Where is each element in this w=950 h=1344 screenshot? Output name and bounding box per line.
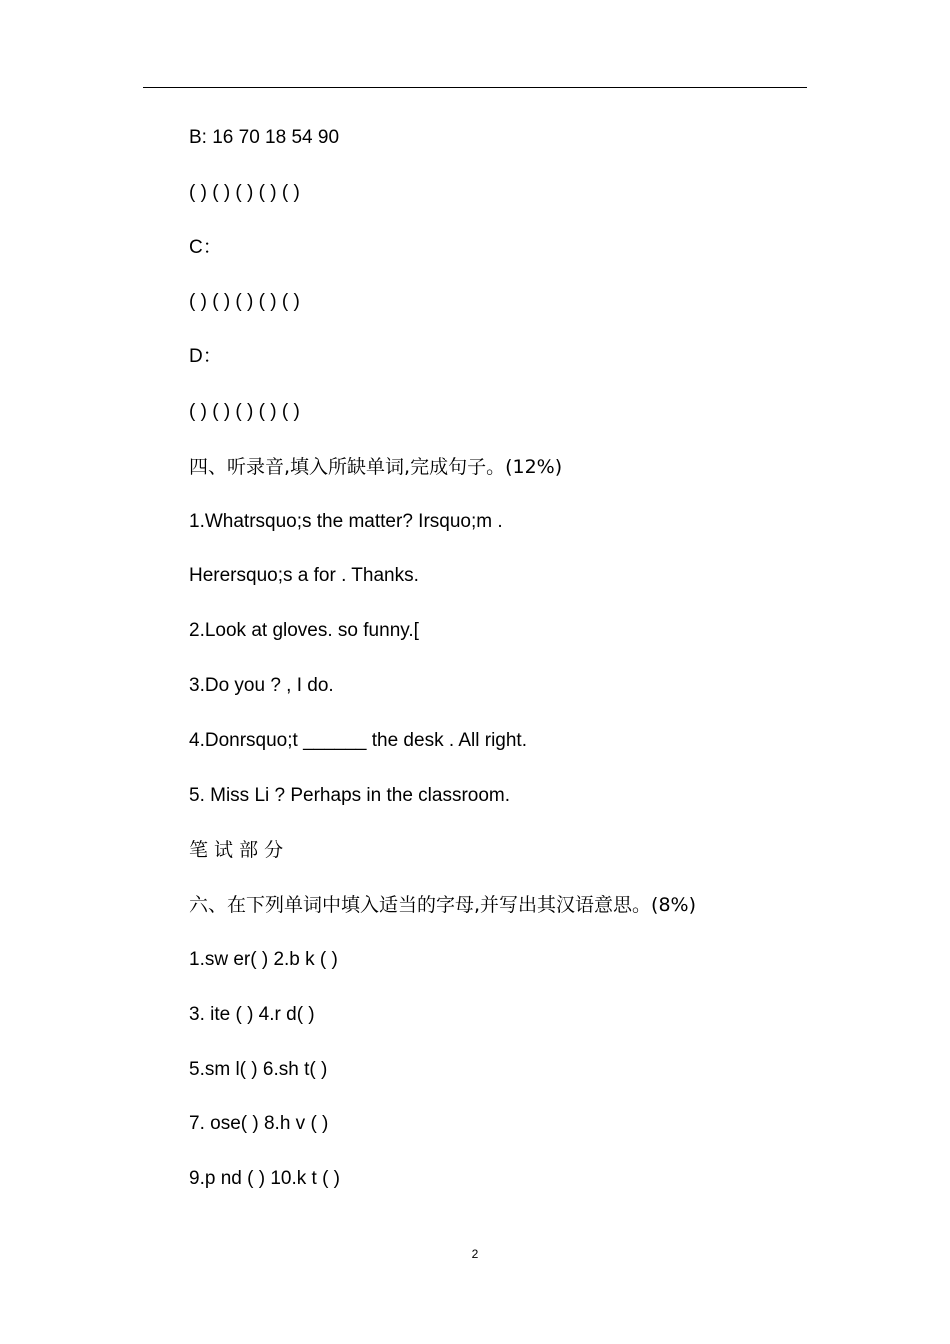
word-blank-row-4: 7. ose( ) 8.h v ( ) (189, 1113, 329, 1135)
word-blank-row-2: 3. ite ( ) 4.r d( ) (189, 1003, 315, 1025)
text-line-c-label: C： (189, 236, 222, 258)
answer-brackets-d: ( ) ( ) ( ) ( ) ( ) (189, 400, 300, 422)
page-number: 2 (471, 1247, 479, 1261)
written-part-heading: 笔 试 部 分 (189, 839, 284, 862)
document-body (189, 124, 809, 1220)
text-line-b-numbers: B: 16 70 18 54 90 (189, 127, 340, 148)
question-1-line-1: 1.Whatrsquo;s the matter? Irsquo;m . (189, 510, 503, 532)
answer-brackets-c: ( ) ( ) ( ) ( ) ( ) (189, 291, 300, 313)
question-5: 5. Miss Li ? Perhaps in the classroom. (189, 784, 511, 806)
header-rule (143, 87, 807, 88)
text-line-d-label: D： (189, 346, 222, 368)
word-blank-row-3: 5.sm l( ) 6.sh t( ) (189, 1058, 328, 1080)
question-2: 2.Look at gloves. so funny.[ (189, 620, 419, 642)
word-blank-row-5: 9.p nd ( ) 10.k t ( ) (189, 1168, 340, 1190)
answer-brackets-b: ( ) ( ) ( ) ( ) ( ) (189, 181, 300, 203)
question-3: 3.Do you ? , I do. (189, 674, 334, 696)
word-blank-row-1: 1.sw er( ) 2.b k ( ) (189, 948, 338, 970)
question-1-line-2: Herersquo;s a for . Thanks. (189, 565, 419, 587)
question-4: 4.Donrsquo;t ______ the desk . All right. (189, 729, 527, 751)
section-four-heading: 四、听录音,填入所缺单词,完成句子。(12%) (189, 455, 563, 478)
section-six-heading: 六、在下列单词中填入适当的字母,并写出其汉语意思。(8%) (189, 894, 697, 917)
